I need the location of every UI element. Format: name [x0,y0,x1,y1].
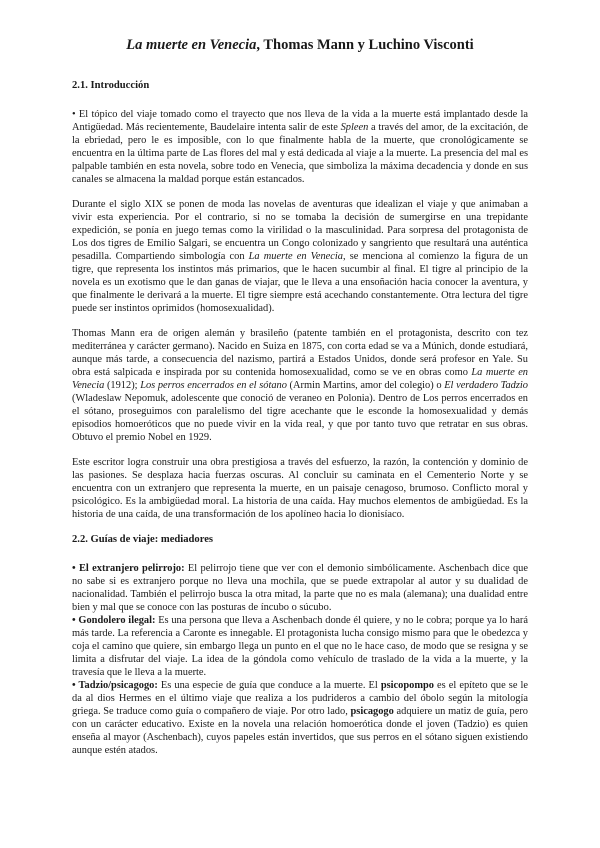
text: El pelirrojo tiene que ver con el demonio simbólicamente. Aschenbach dice que no sabe si es extranjero porque no lleva una mochila, que se puede extrapolar al autor y su dualidad de nacionalidad. También el pelirrojo busca la otra mitad, la parte que no es mala (alemana); una dualidad entre bien y mal que se conoce con las posturas de íncubo o súcubo. [72,563,528,613]
italic-text: Spleen [340,122,369,133]
bold-text: • Tadzio/psicagogo: [72,680,158,691]
text: adquiere un matiz de guía, pero con un carácter educativo. Existe en la novela una relación homoerótica donde el joven (Tadzio) es quien enseña al mayor (Aschenbach), cuyos papeles están invertidos, que sus perros en el sótano siguen existiendo aunque estén atados. [72,706,528,756]
text: Es una persona que lleva a Aschenbach donde él quiere, y no le cobra; porque ya lo hará más tarde. La referencia a Caronte es innegable. El protagonista lucha consigo mismo para que le obedezca y coja el camino que quiere, sin embargo llega un punto en el que no le hace caso, de modo que se resigna y se limita a disfrutar del viaje. La idea de la góndola como vehículo de traslado de la vida a la muerte, y la travesía que le lleva a la muerte. [72,615,528,678]
title-italic: La muerte en Venecia [126,37,257,53]
text: es el epíteto que se le da al dios Hermes en el último viaje que realiza a los pudrideros a cambio del óbolo según la mitología griega. Se traduce como guía o compañero de viaje. Por otro lado, [72,680,529,717]
italic-text: El verdadero Tadzio [444,380,528,391]
text: (Armin Martins, amor del colegio) o [286,380,445,391]
paragraph-1 [72,108,528,186]
section-heading-guias: 2.2. Guías de viaje: mediadores [72,534,214,545]
bullet-tadzio-psicagogo [72,679,528,757]
text: Es una especie de guía que conduce a la muerte. El [157,680,381,691]
text: Thomas Mann era de origen alemán y brasileño (patente también en el protagonista, descrito con tez mediterránea y carácter germano). Nacido en Suiza en 1875, con corta edad se va a Múnich, donde estudiará, aunque más tarde, a consecuencia del nazismo, partirá a Estados Unidos, donde será profesor en Yale. Su obra está salpicada e inspirada por su contenida homosexualidad, como se ve en obras como [72,328,528,378]
text: (Wladeslaw Nepomuk, adolescente que conoció de veraneo en Polonia). Dentro de Los perros encerrados en el sótano, proseguimos con paralelismo del tigre acechante que le esconde la homosexualidad y demás episodios homoeróticos que no puede vivir en la vida real, y que por tanto tuvo que retratar en sus obras. Obtuvo el premio Nobel en 1929. [72,393,528,443]
text: a través del amor, de la excitación, de la ebriedad, pero le es imposible, con lo que finalmente habla de la muerte, que cronológicamente se encuentra en la última parte de Las flores del mal y está dedicada al viaje a la muerte. La presencia del mal es palpable también en esta novela, sobre todo en Venecia, que simboliza la máxima decadencia y donde en sus canales se almacena la maldad porque están estancados. [72,122,528,185]
bold-text: psicopompo [380,680,434,691]
text: , se menciona al comienzo la figura de un tigre, que representa los instintos más primarios, que le hacen sucumbir al final. El tigre al principio de la novela es un exotismo que le dan ganas de viajar, que le lleva a una ensoñación hacia conocer la aventura, y que finalmente le derivará a la muerte. El tigre siempre está acechando constantemente. Otra lectura del tigre puede ser instintos oprimidos (homosexualidad). [72,251,528,314]
bold-text: • El extranjero pelirrojo: [72,563,185,574]
title-rest: , Thomas Mann y Luchino Visconti [256,37,474,53]
bold-text: psicagogo [350,706,394,717]
italic-text: Los perros encerrados en el sótano [140,380,287,391]
document-title [72,36,528,54]
bullet-extranjero-pelirrojo [72,562,528,614]
bold-text: • Gondolero ilegal: [72,615,156,626]
text: • El tópico del viaje tomado como el trayecto que nos lleva de la vida a la muerte está implantado desde la Antigüedad. Más recientemente, Baudelaire intenta salir de este [72,109,528,133]
italic-text: La muerte en Venecia [72,367,528,391]
text: Durante el siglo XIX se ponen de moda las novelas de aventuras que idealizan el viaje y que animaban a vivir esta experiencia. Por el contrario, si no se tomaba la decisión de sumergirse en una trepidante expedición, se ponía en juego temas como la virilidad o la masculinidad. Para sorpresa del protagonista de Los dos tigres de Emilio Salgari, se encuentra un Congo colonizado y sangriento que resultará una auténtica pesadilla. Compartiendo simbología con [72,199,528,262]
paragraph-3 [72,327,528,444]
bullet-gondolero-ilegal [72,614,528,679]
section-heading-introduccion: 2.1. Introducción [72,80,150,91]
text: Este escritor logra construir una obra prestigiosa a través del esfuerzo, la razón, la contención y dominio de las pasiones. Se desplaza hacia fuerzas oscuras. Al concluir su caminata en el Cementerio Norte y se encuentra con un extranjero que representa la muerte, en un paisaje cenagoso, brumoso. Conflicto moral y psicológico. Es la ambigüedad moral. La historia de una caída. Hay muchos elementos de ambigüedad. Es la historia de una caída, de una transformación de los apolíneo hacia lo dionisíaco. [72,457,528,520]
paragraph-2 [72,198,528,315]
text: (1912); [104,380,141,391]
paragraph-4 [72,456,528,521]
italic-text: La muerte en Venecia [248,251,343,262]
